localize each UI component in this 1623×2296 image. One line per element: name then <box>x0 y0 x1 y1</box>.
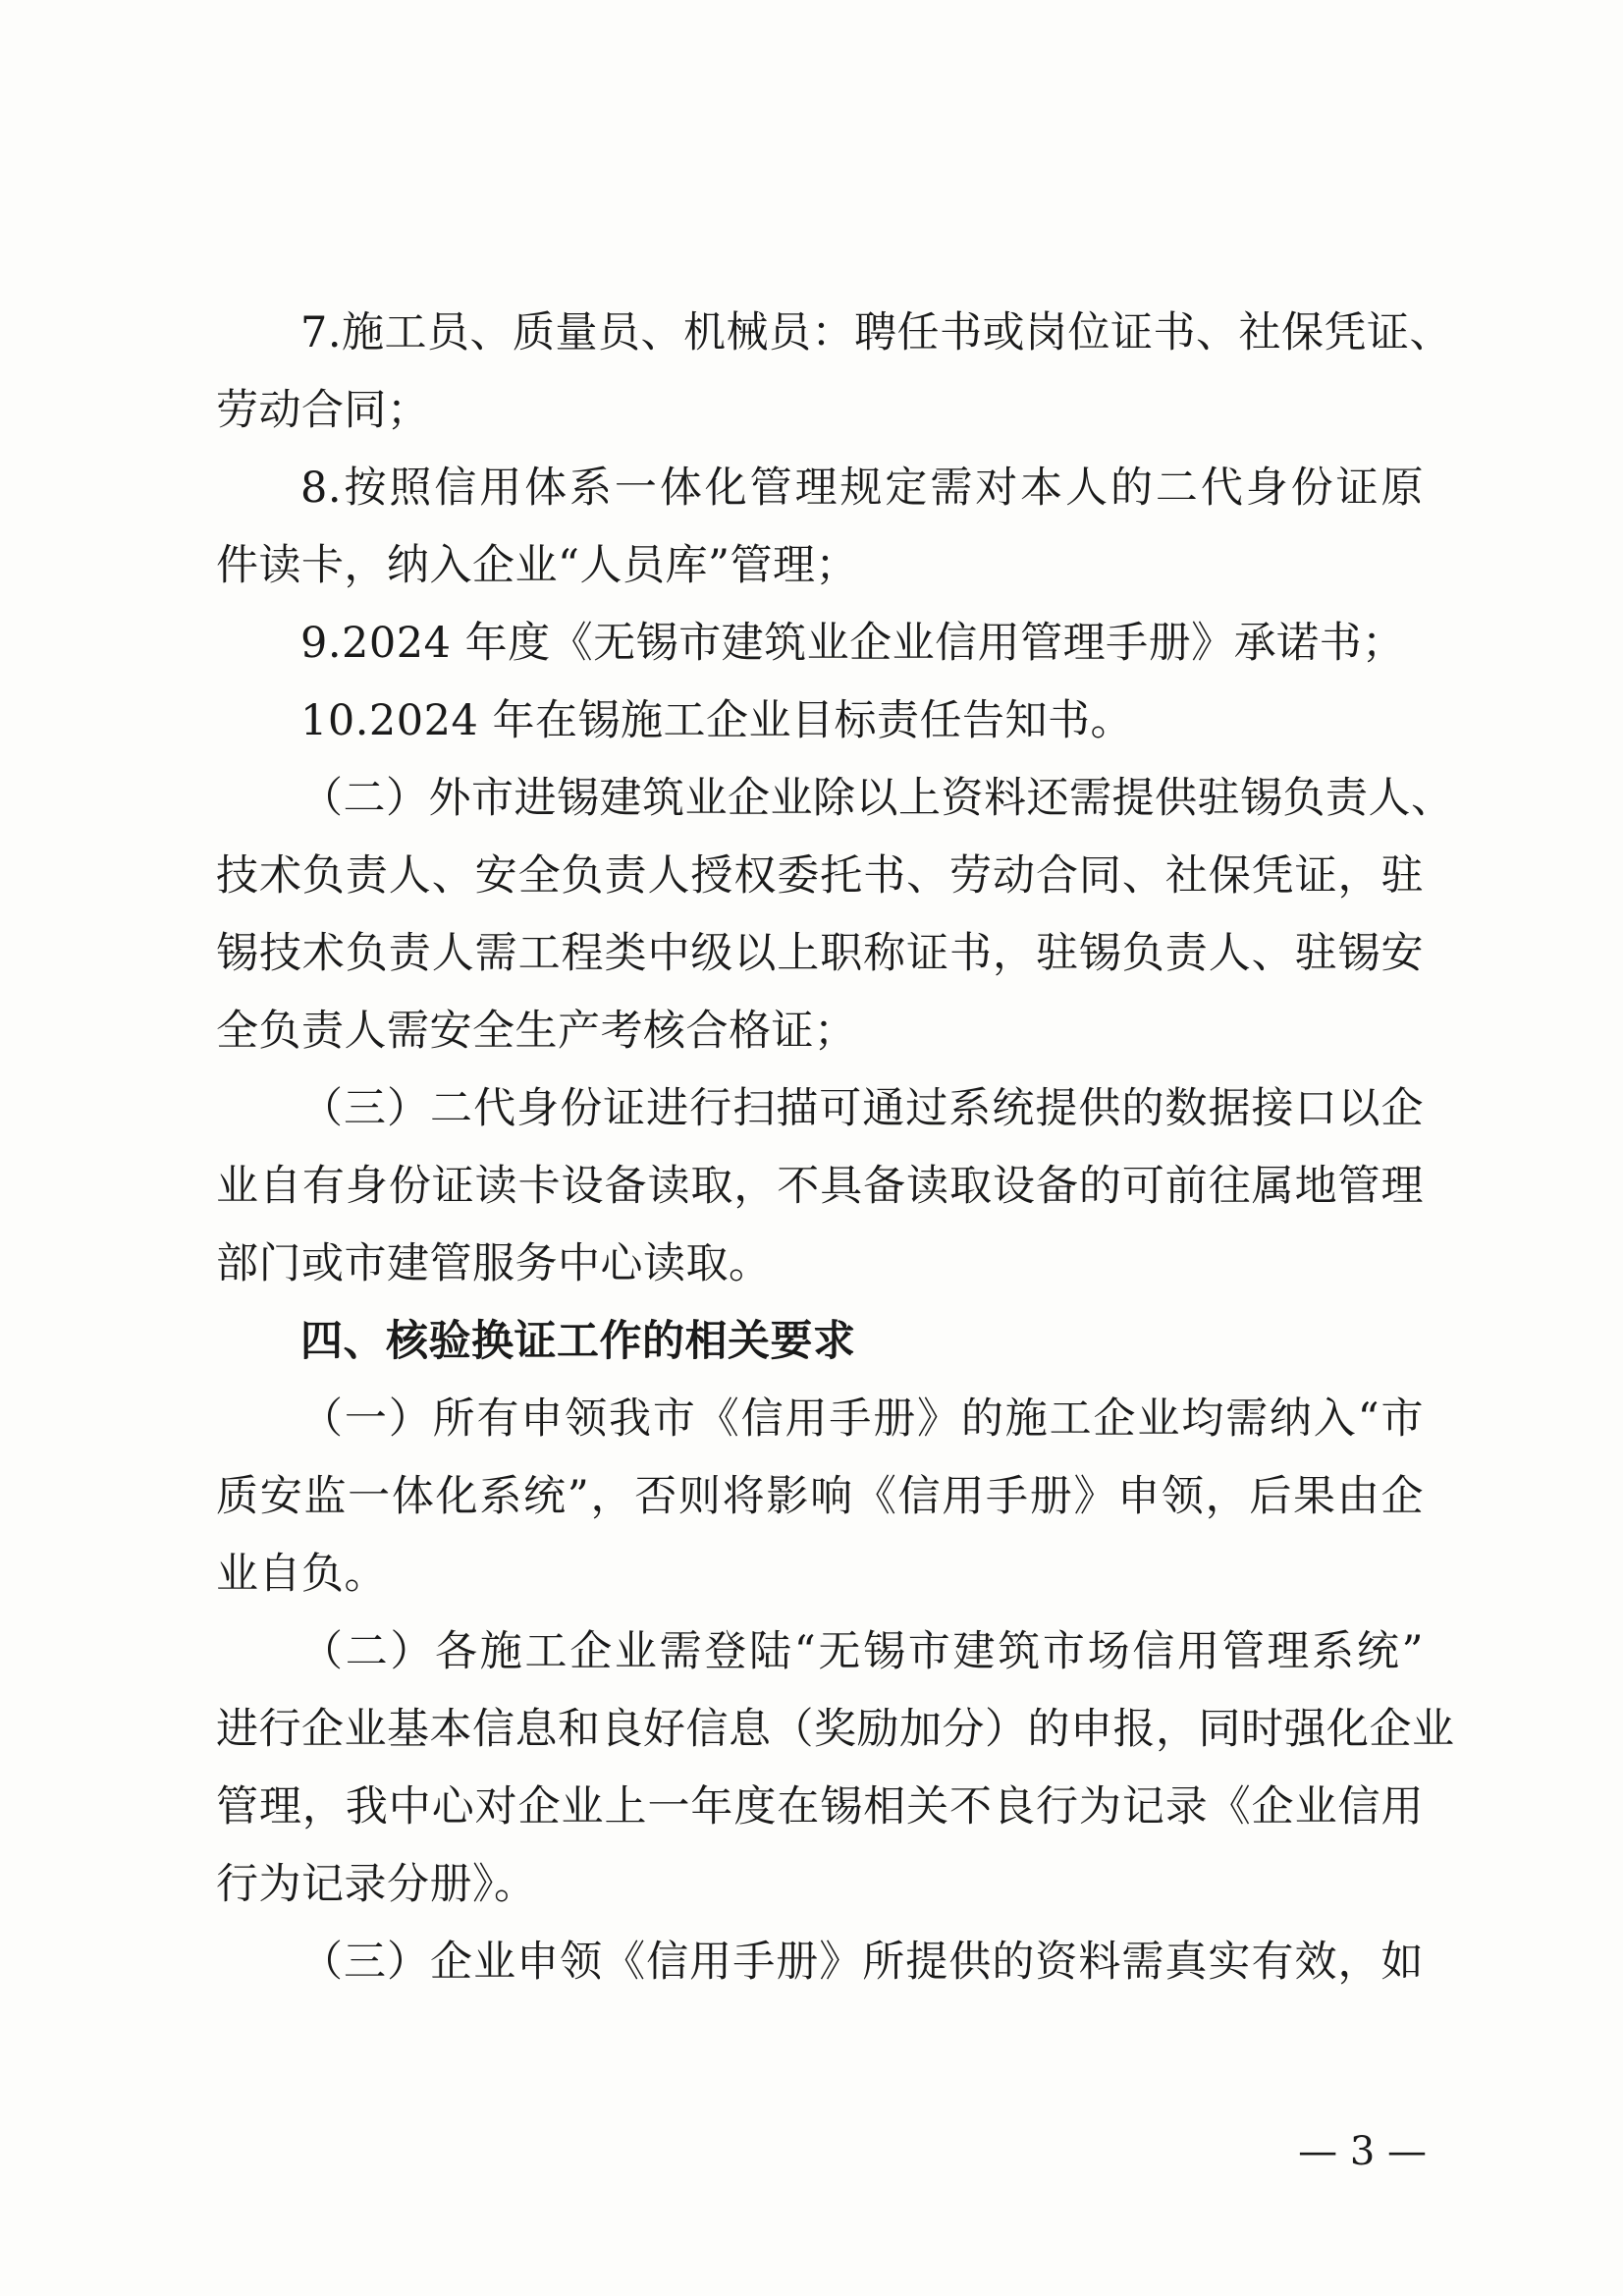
section-heading: 四、核验换证工作的相关要求 <box>300 1317 856 1366</box>
paragraph-line: 技术负责人、安全负责人授权委托书、劳动合同、社保凭证，驻 <box>216 851 1424 901</box>
paragraph-line: （一）所有申领我市《信用手册》的施工企业均需纳入“市 <box>300 1394 1424 1444</box>
paragraph-line: 业自有身份证读卡设备读取，不具备读取设备的可前往属地管理 <box>216 1162 1424 1211</box>
paragraph-line: 锡技术负责人需工程类中级以上职称证书，驻锡负责人、驻锡安 <box>216 929 1424 978</box>
paragraph-line: 7.施工员、质量员、机械员：聘任书或岗位证书、社保凭证、 <box>300 308 1453 357</box>
paragraph-line: （二）外市进锡建筑业企业除以上资料还需提供驻锡负责人、 <box>300 774 1454 823</box>
paragraph-line: （二）各施工企业需登陆“无锡市建筑市场信用管理系统” <box>300 1627 1424 1676</box>
paragraph-line: 9.2024 年度《无锡市建筑业企业信用管理手册》承诺书； <box>300 619 1405 668</box>
paragraph-line: 进行企业基本信息和良好信息（奖励加分）的申报，同时强化企业 <box>216 1705 1455 1754</box>
paragraph-line: 8.按照信用体系一体化管理规定需对本人的二代身份证原 <box>300 464 1424 513</box>
paragraph-line: 部门或市建管服务中心读取。 <box>216 1239 772 1288</box>
paragraph-line: 劳动合同； <box>216 386 430 435</box>
page-number: — 3 — <box>1298 2129 1427 2174</box>
paragraph-line: 业自负。 <box>216 1550 387 1599</box>
paragraph-line: 质安监一体化系统”，否则将影响《信用手册》申领，后果由企 <box>216 1472 1424 1521</box>
paragraph-line: 10.2024 年在锡施工企业目标责任告知书。 <box>300 696 1133 745</box>
paragraph-line: 全负责人需安全生产考核合格证； <box>216 1007 857 1056</box>
document-body <box>216 295 1455 2001</box>
paragraph-line: 件读卡，纳入企业“人员库”管理； <box>216 541 858 590</box>
paragraph-line: （三）企业申领《信用手册》所提供的资料需真实有效，如 <box>300 1938 1424 1987</box>
paragraph-line: （三）二代身份证进行扫描可通过系统提供的数据接口以企 <box>300 1084 1424 1133</box>
paragraph-line: 行为记录分册》。 <box>216 1860 537 1909</box>
paragraph-line: 管理，我中心对企业上一年度在锡相关不良行为记录《企业信用 <box>216 1782 1424 1831</box>
